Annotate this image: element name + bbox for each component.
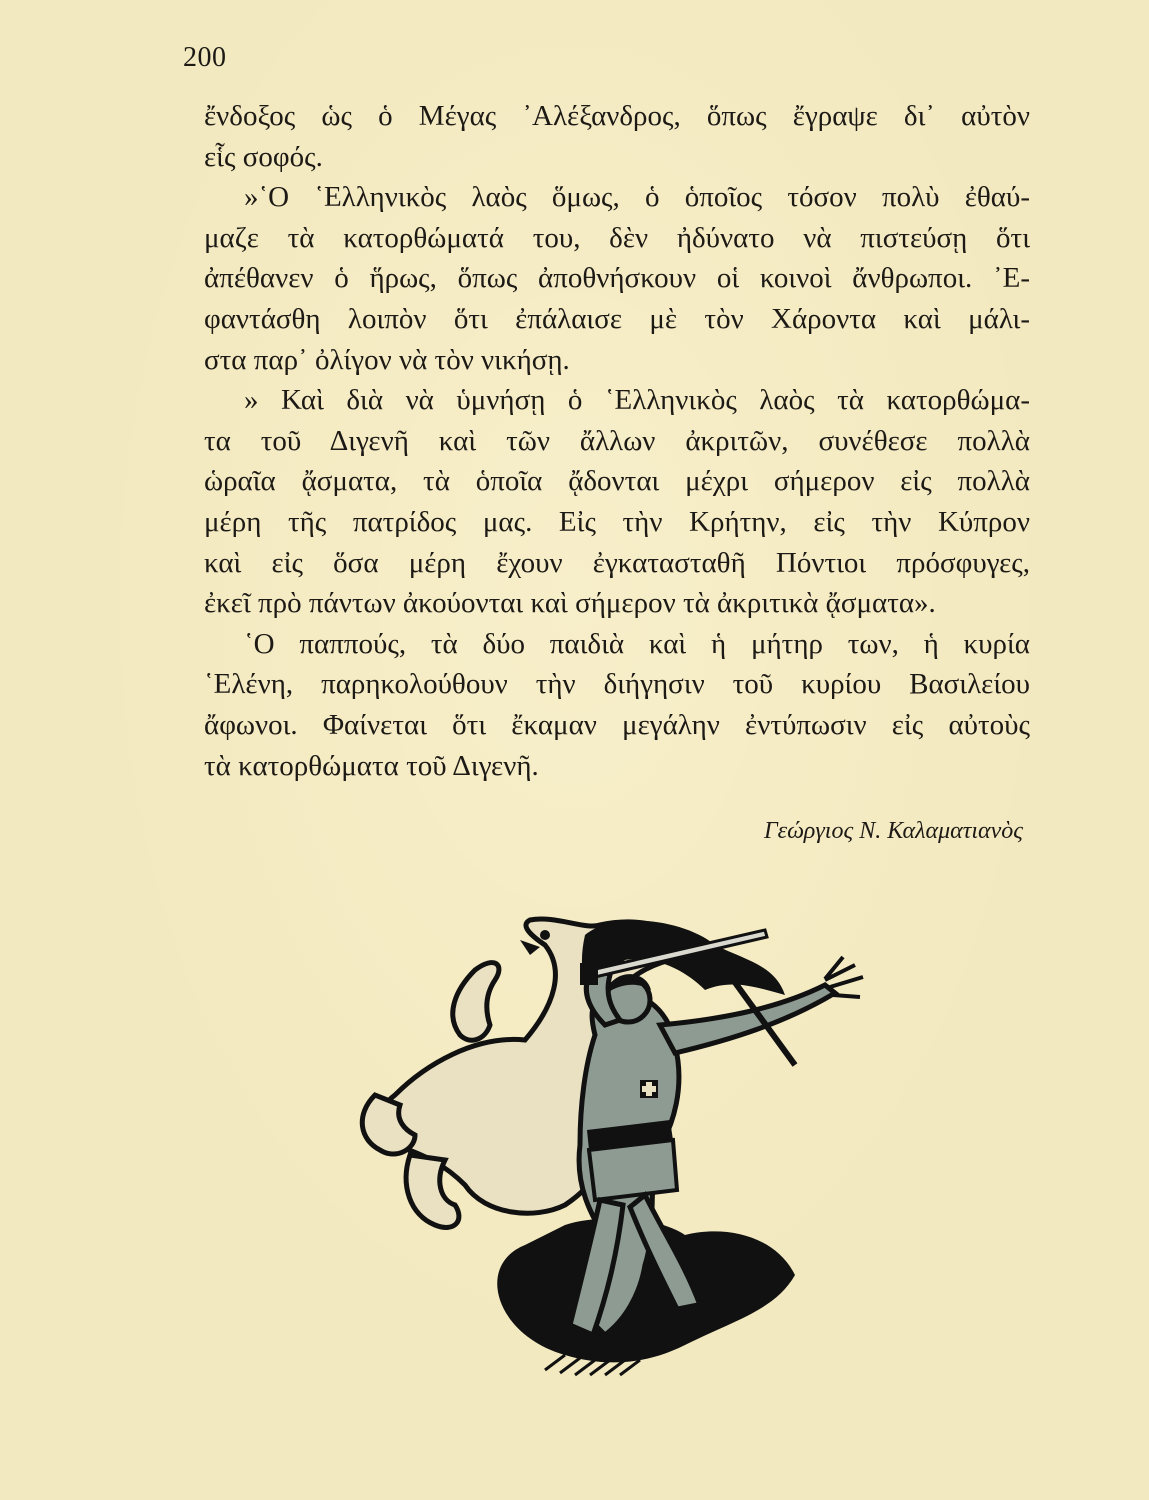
text-line: ῾Ελένη, παρηκολούθουν τὴν διήγησιν τοῦ κυρίου Βασιλείου bbox=[204, 668, 1030, 701]
warrior-skirt bbox=[589, 1140, 677, 1200]
body-text bbox=[204, 96, 1030, 786]
digenis-horse-warrior-illustration bbox=[355, 915, 885, 1385]
paragraph-2 bbox=[204, 177, 1030, 380]
text-line: τὰ κατορθώματα τοῦ Διγενῆ. bbox=[204, 749, 539, 782]
horse-eye bbox=[540, 930, 550, 940]
page-number: 200 bbox=[183, 42, 227, 73]
text-line: ἔνδοξος ὡς ὁ Μέγας ᾿Αλέξανδρος, ὅπως ἔγραψε δι᾿ αὐτὸν bbox=[204, 100, 1030, 132]
sword-hilt bbox=[580, 963, 598, 985]
text-line: εἷς σοφός. bbox=[204, 140, 323, 173]
text-line: μέρη τῆς πατρίδος μας. Εἰς τὴν Κρήτην, εἰς τὴν Κύπρον bbox=[204, 505, 1030, 538]
text-line: »῾Ο ῾Ελληνικὸς λαὸς ὅμως, ὁ ὁποῖος τόσον πολὺ ἐθαύ- bbox=[244, 181, 1030, 214]
text-line: τα τοῦ Διγενῆ καὶ τῶν ἄλλων ἀκριτῶν, συνέθεσε πολλὰ bbox=[204, 424, 1030, 457]
author-signature: Γεώργιος Ν. Καλαματιανὸς bbox=[763, 818, 1023, 844]
text-line: φαντάσθη λοιπὸν ὅτι ἐπάλαισε μὲ τὸν Χάροντα καὶ μάλι- bbox=[204, 302, 1030, 335]
horse-front-leg bbox=[453, 963, 499, 1041]
text-line: στα παρ᾿ ὀλίγον νὰ τὸν νικήσῃ. bbox=[204, 343, 570, 376]
text-line: καὶ εἰς ὅσα μέρη ἔχουν ἐγκατασταθῆ Πόντιοι πρόσφυγες, bbox=[204, 546, 1030, 579]
text-line: ἀπέθανεν ὁ ἥρως, ὅπως ἀποθνήσκουν οἱ κοινοὶ ἄνθρωποι. ᾿Ε- bbox=[204, 262, 1030, 295]
text-line: » Καὶ διὰ νὰ ὑμνήσῃ ὁ ῾Ελληνικὸς λαὸς τὰ κατορθώμα- bbox=[244, 384, 1030, 417]
paragraph-4 bbox=[204, 624, 1030, 786]
text-line: ὡραῖα ᾄσματα, τὰ ὁποῖα ᾄδονται μέχρι σήμερον εἰς πολλὰ bbox=[204, 465, 1030, 498]
tunic-cross-inner bbox=[642, 1086, 656, 1092]
text-line: ἄφωνοι. Φαίνεται ὅτι ἔκαμαν μεγάλην ἐντύπωσιν εἰς αὐτοὺς bbox=[204, 708, 1030, 741]
text-line: ῾Ο παππούς, τὰ δύο παιδιὰ καὶ ἡ μήτηρ των, ἡ κυρία bbox=[244, 627, 1030, 660]
text-line: ἐκεῖ πρὸ πάντων ἀκούονται καὶ σήμερον τὰ ἀκριτικὰ ᾄσματα». bbox=[204, 587, 936, 620]
text-line: μαζε τὰ κατορθώματά του, δὲν ἠδύνατο νὰ πιστεύσῃ ὅτι bbox=[204, 221, 1030, 254]
paragraph-1 bbox=[204, 96, 1030, 177]
paragraph-3 bbox=[204, 380, 1030, 624]
